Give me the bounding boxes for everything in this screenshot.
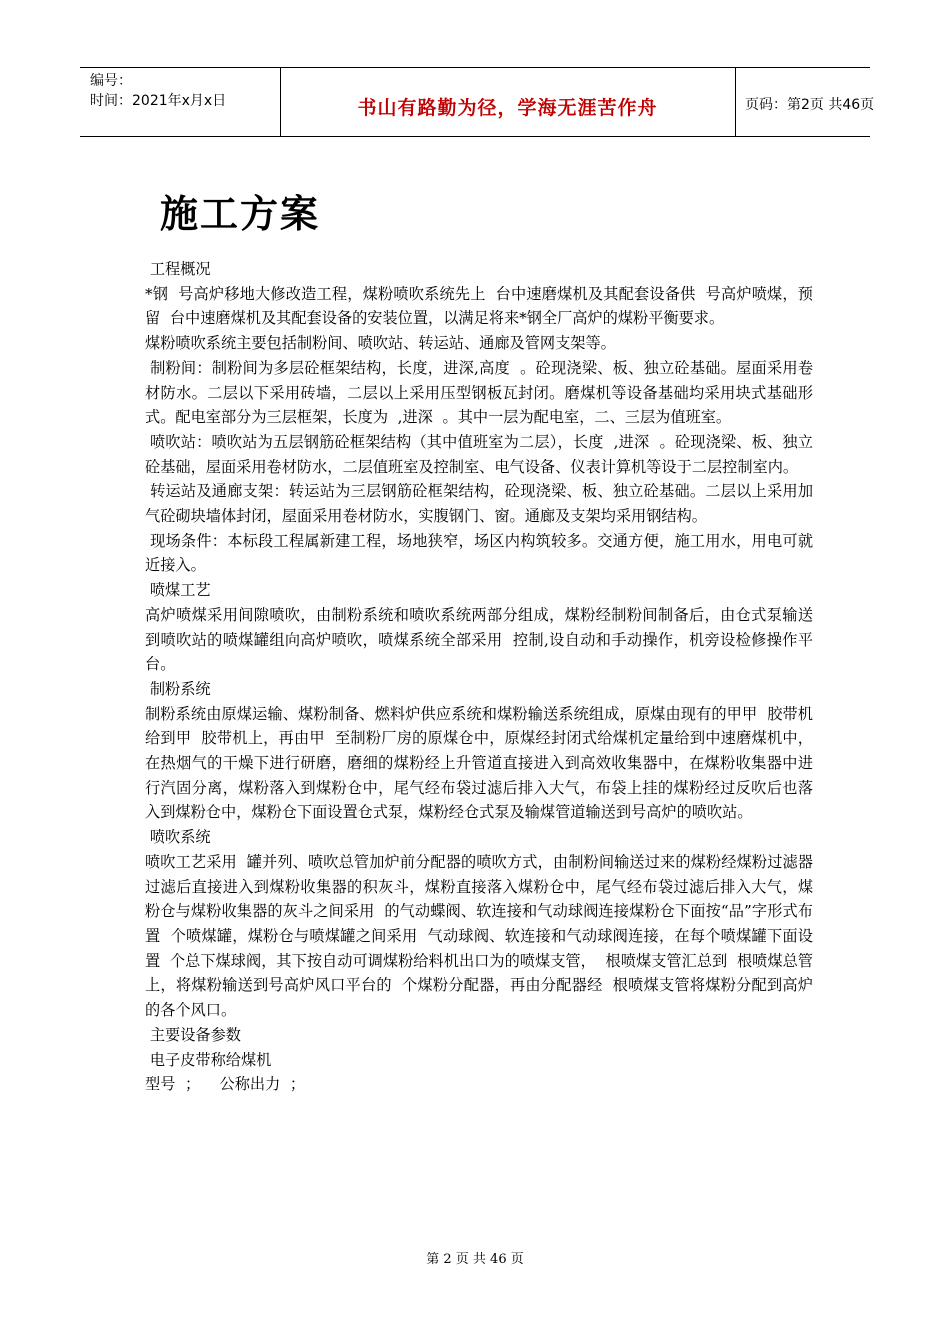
- header-motto-cell: [280, 68, 736, 136]
- header-page-info: 页码：第2页 共46页: [745, 97, 875, 113]
- body-paragraph: 转运站及通廊支架：转运站为三层钢筋砼框架结构，砼现浇梁、板、独立砼基础。二层以上采用加气砼砌块墙体封闭，屋面采用卷材防水，实腹钢门、窗。通廊及支架均采用钢结构。: [145, 482, 814, 526]
- section-heading: 主要设备参数: [145, 1025, 241, 1044]
- body-paragraph: 高炉喷煤采用间隙喷吹，由制粉系统和喷吹系统两部分组成，煤粉经制粉间制备后，由仓式泵输送到喷吹站的喷煤罐组向高炉喷吹，喷煤系统全部采用 控制,设自动和手动操作，机旁设检修操作平台。: [145, 605, 813, 674]
- body-paragraph: *钢 号高炉移地大修改造工程，煤粉喷吹系统先上 台中速磨煤机及其配套设备供 号高炉喷煤，预留 台中速磨煤机及其配套设备的安装位置，以满足将来*钢全厂高炉的煤粉平衡要求。: [145, 284, 813, 328]
- document-number-label: 编号：: [90, 73, 132, 89]
- section-heading: 喷煤工艺: [145, 581, 211, 600]
- body-paragraph: 制粉间：制粉间为多层砼框架结构，长度，进深,高度 。砼现浇梁、板、独立砼基础。屋面采用卷材防水。二层以下采用砖墙，二层以上采用压型钢板瓦封闭。磨煤机等设备基础均采用块式基础形式。配电室部分为三层框架，长度为 ,进深 。其中一层为配电室，二、三层为值班室。: [145, 358, 814, 427]
- body-paragraph: 制粉系统由原煤运输、煤粉制备、燃料炉供应系统和煤粉输送系统组成，原煤由现有的甲甲 胶带机给到甲 胶带机上，再由甲 至制粉厂房的原煤仓中，原煤经封闭式给煤机定量给到中速磨煤机中，在热烟气的干燥下进行研磨，磨细的煤粉经上升管道直接进入到高效收集器中，在煤粉收集器中进行汽固分离，煤粉落入到煤粉仓中，尾气经布袋过滤后排入大气，布袋上挂的煤粉经过反吹后也落入到煤粉仓中，煤粉仓下面设置仓式泵，煤粉经仓式泵及输煤管道输送到号高炉的喷吹站。: [145, 704, 813, 822]
- document-title: 施工方案: [160, 192, 321, 236]
- page-footer: 第 2 页 共 46 页: [426, 1252, 524, 1267]
- body-paragraph: 煤粉喷吹系统主要包括制粉间、喷吹站、转运站、通廊及管网支架等。: [145, 334, 616, 353]
- section-heading: 电子皮带称给煤机: [145, 1050, 272, 1069]
- body-paragraph: 喷吹站：喷吹站为五层钢筋砼框架结构（其中值班室为二层），长度 ,进深 。砼现浇梁、板、独立砼基础，屋面采用卷材防水，二层值班室及控制室、电气设备、仪表计算机等设于二层控制室内。: [145, 432, 813, 476]
- header-meta-cell: [80, 68, 281, 136]
- body-paragraph: 现场条件：本标段工程属新建工程，场地狭窄，场区内构筑较多。交通方便，施工用水，用电可就近接入。: [145, 531, 814, 575]
- body-paragraph: 喷吹工艺采用 罐并列、喷吹总管加炉前分配器的喷吹方式，由制粉间输送过来的煤粉经煤粉过滤器过滤后直接进入到煤粉收集器的积灰斗，煤粉直接落入煤粉仓中，尾气经布袋过滤后排入大气，煤粉仓与煤粉收集器的灰斗之间采用 的气动蝶阀、软连接和气动球阀连接煤粉仓下面按“品”字形式布置 个喷煤罐，煤粉仓与喷煤罐之间采用 气动球阀、软连接和气动球阀连接，在每个喷煤罐下面设置 个总下煤球阀，其下按自动可调煤粉给料机出口为的喷煤支管， 根喷煤支管汇总到 根喷煤总管上，将煤粉输送到号高炉风口平台的 个煤粉分配器，再由分配器经 根喷煤支管将煤粉分配到高炉的各个风口。: [145, 852, 813, 1020]
- section-heading: 制粉系统: [145, 679, 211, 698]
- section-heading: 喷吹系统: [145, 828, 211, 847]
- section-heading: 工程概况: [145, 260, 211, 278]
- document-body: [145, 257, 813, 1097]
- document-time-label: 时间：2021年x月x日: [90, 93, 227, 109]
- page-header: [80, 67, 875, 137]
- header-page-cell: [735, 68, 875, 136]
- body-paragraph: 型号 ； 公称出力 ；: [145, 1075, 306, 1094]
- header-motto: 书山有路勤为径，学海无涯苦作舟: [357, 97, 658, 119]
